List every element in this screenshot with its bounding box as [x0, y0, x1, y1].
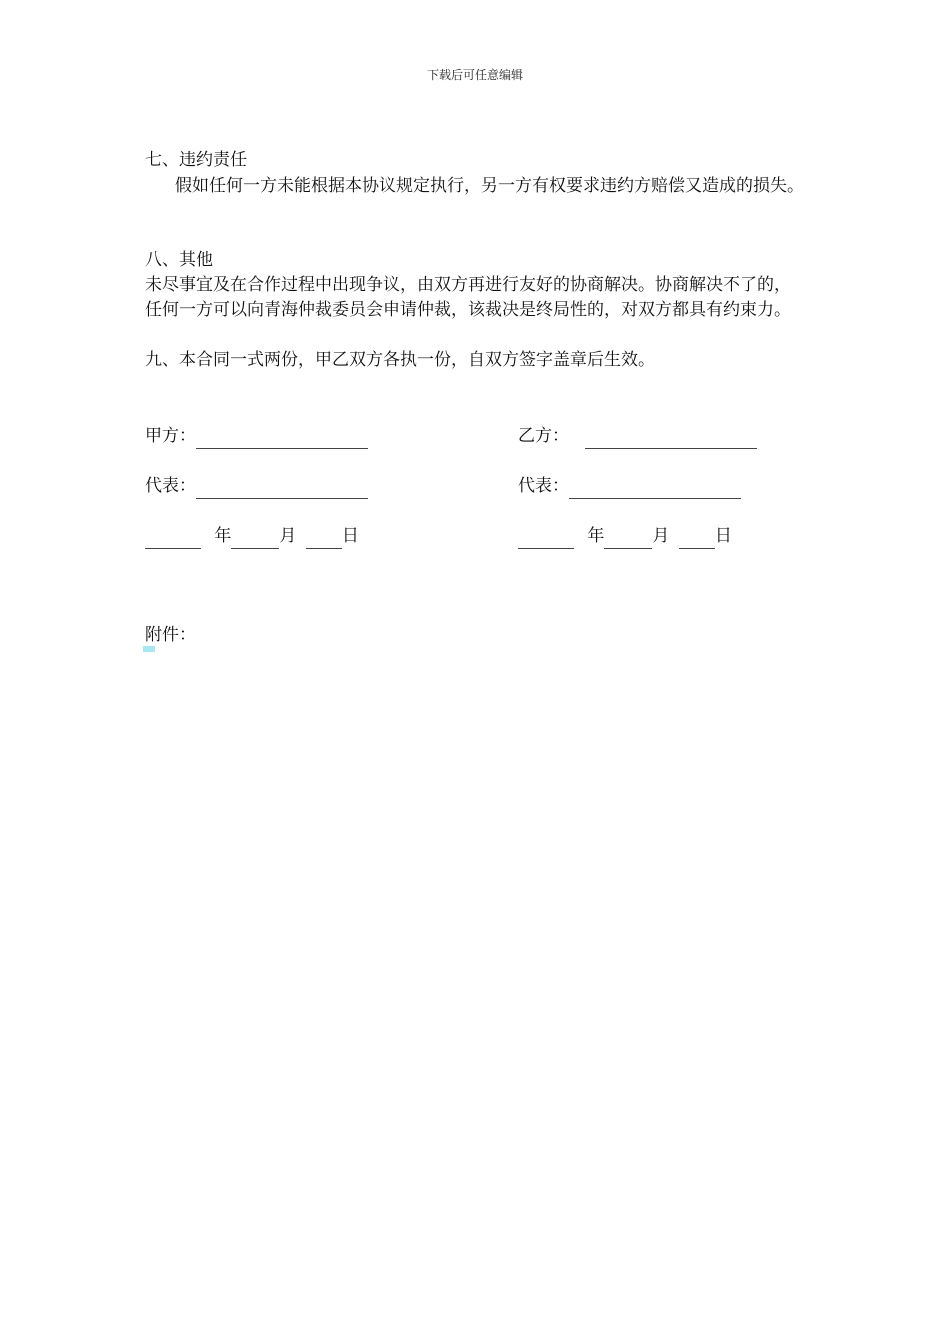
- section-8-title: 八、其他: [145, 250, 213, 270]
- page-header: 下载后可任意编辑: [426, 68, 523, 82]
- section-8-body: 未尽事宜及在合作过程中出现争议，由双方再进行友好的协商解决。协商解决不了的，任何一方可以向青海仲裁委员会申请仲裁，该裁决是终局性的，对双方都具有约束力。: [145, 275, 791, 320]
- date-b-year-label: 年: [587, 526, 605, 546]
- date-a-row: [145, 524, 359, 549]
- date-a-month-label: 月: [279, 526, 297, 546]
- party-b-label: 乙方：: [518, 426, 569, 446]
- party-a-row: [145, 424, 368, 449]
- rep-a-row: [145, 474, 368, 499]
- date-a-year-blank[interactable]: [145, 530, 201, 549]
- date-b-month-blank[interactable]: [604, 530, 652, 549]
- date-a-year-label: 年: [214, 526, 232, 546]
- rep-b-signature-line[interactable]: [569, 480, 741, 499]
- attachment-label: 附件：: [145, 625, 196, 645]
- party-b-row: [518, 424, 757, 449]
- section-7-body: 假如任何一方未能根据本协议规定执行，另一方有权要求违约方赔偿又造成的损失。: [175, 176, 804, 196]
- text-cursor-marker: [143, 646, 155, 652]
- rep-b-label: 代表：: [518, 476, 569, 496]
- date-b-year-blank[interactable]: [518, 530, 574, 549]
- date-b-month-label: 月: [652, 526, 670, 546]
- party-a-signature-line[interactable]: [196, 430, 368, 449]
- date-b-day-label: 日: [714, 526, 732, 546]
- section-7-title: 七、违约责任: [145, 150, 247, 170]
- rep-a-label: 代表：: [145, 476, 196, 496]
- date-b-day-blank[interactable]: [679, 530, 715, 549]
- rep-a-signature-line[interactable]: [196, 480, 368, 499]
- date-a-month-blank[interactable]: [231, 530, 279, 549]
- party-a-label: 甲方：: [145, 426, 196, 446]
- date-a-day-label: 日: [341, 526, 359, 546]
- party-b-signature-line[interactable]: [585, 430, 757, 449]
- date-a-day-blank[interactable]: [306, 530, 342, 549]
- section-9: 九、本合同一式两份，甲乙双方各执一份，自双方签字盖章后生效。: [145, 350, 655, 370]
- date-b-row: [518, 524, 732, 549]
- rep-b-row: [518, 474, 741, 499]
